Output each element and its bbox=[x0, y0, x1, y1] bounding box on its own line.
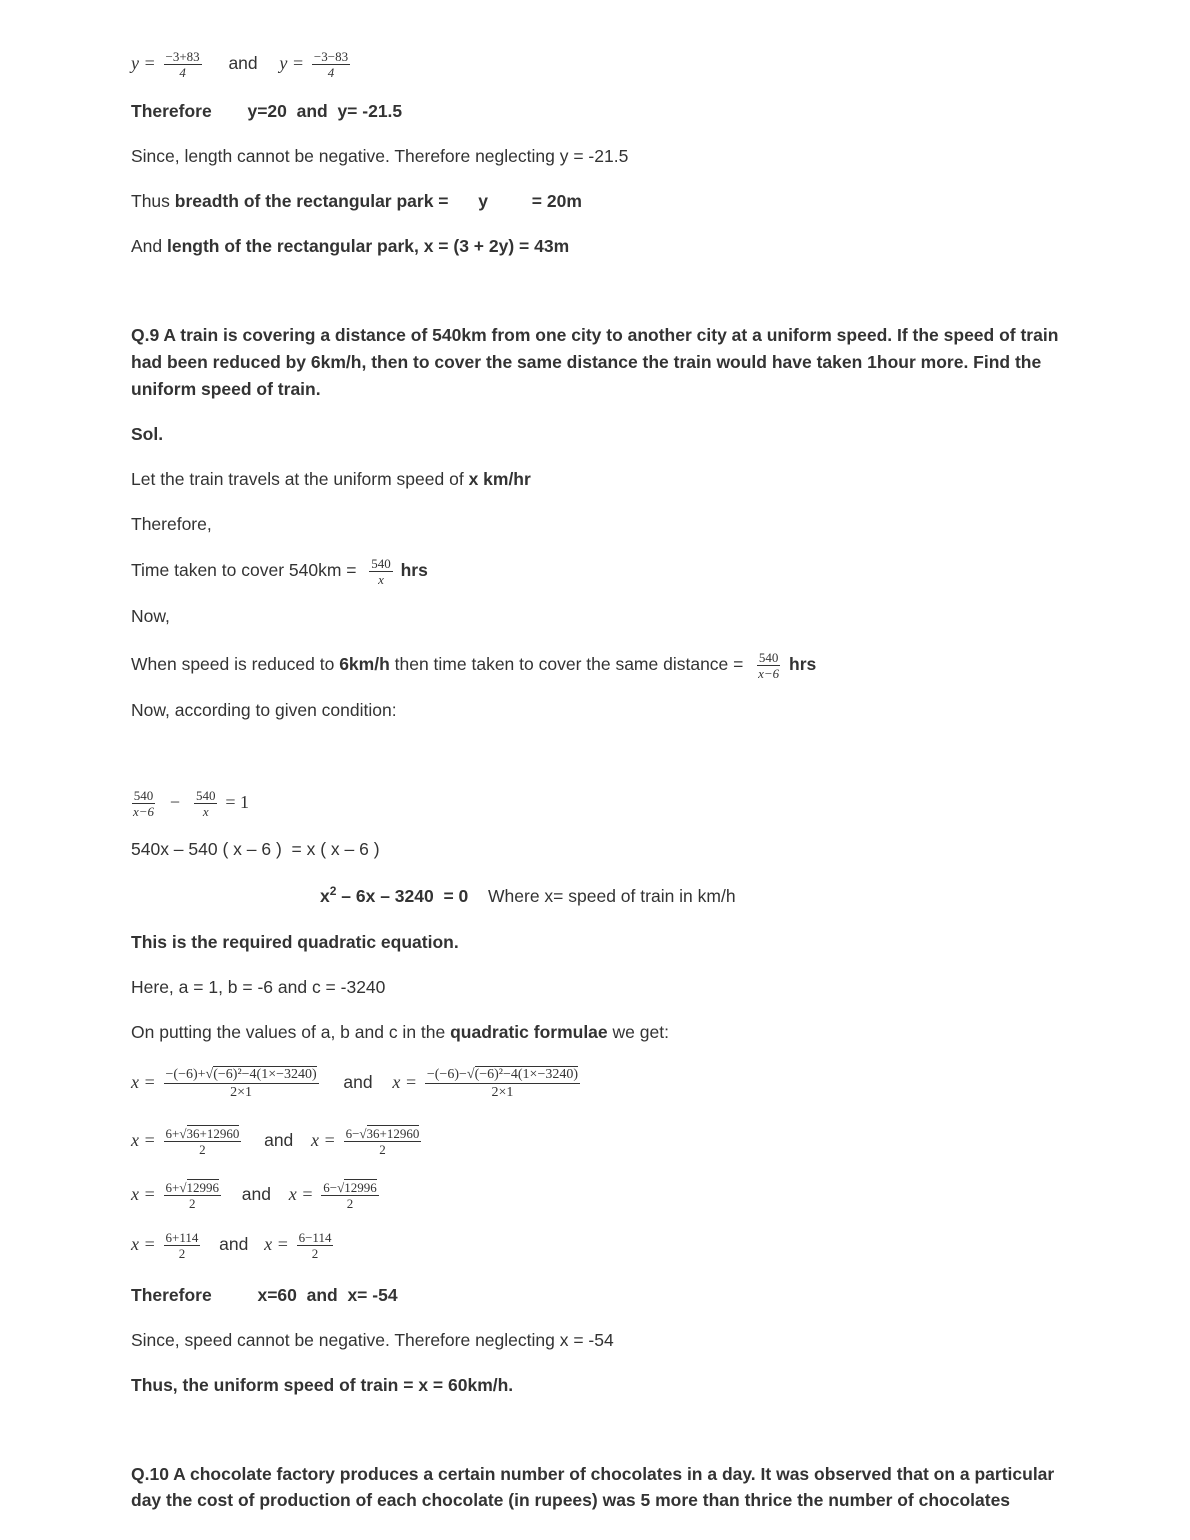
breadth-line: Thus breadth of the rectangular park = y = 20m bbox=[131, 191, 582, 211]
reduced-speed-line: When speed is reduced to 6km/h then time taken to cover the same distance = $\frac{540}{x-6}$ hrs bbox=[131, 650, 817, 681]
speed-answer-line: Thus, the uniform speed of train = x = 60km/h. bbox=[131, 1375, 514, 1395]
q10-question: Q.10 A chocolate factory produces a certain number of chocolates in a day. It was observed that on a particular bbox=[131, 1464, 1055, 1484]
y-label: y = bbox=[131, 53, 156, 74]
length-line: And length of the rectangular park, x = (3 + 2y) = 43m bbox=[131, 236, 570, 256]
formula-line-4: x = $\frac{6+114}{2}$ and x = $\frac{6-114}{2}$ bbox=[131, 1230, 332, 1261]
fraction-y1: $\frac{-3+83}{4}$ bbox=[165, 49, 200, 80]
let-line: Let the train travels at the uniform speed of x km/hr bbox=[131, 469, 531, 489]
fraction-540-over-x: $\frac{540}{x}$ bbox=[371, 556, 391, 587]
q10-question-cut-line: day the cost of production of each chocolate (in rupees) was 5 more than thrice the number of chocolates bbox=[131, 1490, 1011, 1510]
coefficients-line: Here, a = 1, b = -6 and c = -3240 bbox=[131, 977, 386, 997]
breadth-y: y bbox=[478, 191, 489, 211]
formula-line-3: x = $\frac{6+√12996}{2}$ and x = $\frac{6-√12996}{2}$ bbox=[131, 1180, 377, 1211]
now-line: Now, bbox=[131, 606, 170, 626]
x-result-line: Therefore x=60 and x= -54 bbox=[131, 1285, 398, 1305]
condition-equation: $\frac{540}{x-6}$ − $\frac{540}{x}$ = 1 bbox=[133, 788, 249, 819]
required-line: This is the required quadratic equation. bbox=[131, 932, 459, 952]
therefore-line: Therefore, bbox=[131, 514, 212, 534]
formula-line-1: x = $\frac{\text{−(−6)+√(−6)²−4(1×−3240)}}{2\times 1}$ and x = $\frac{\text{−(−6)−√(−6)²−4(1×−3240)}}{2\times 1}$ bbox=[131, 1067, 579, 1100]
formula-line-2: x = $\frac{6+√36+12960}{2}$ and x = $\frac{6-√36+12960}{2}$ bbox=[131, 1126, 420, 1157]
breadth-value: = 20m bbox=[531, 191, 582, 211]
according-line: Now, according to given condition: bbox=[131, 700, 397, 720]
expanded-equation: 540x – 540 ( x – 6 ) = x ( x – 6 ) bbox=[131, 839, 380, 859]
time-taken-line: Time taken to cover 540km = $\frac{540}{x}$ hrs bbox=[131, 556, 428, 587]
since-y-line: Since, length cannot be negative. Therefore neglecting y = -21.5 bbox=[131, 146, 629, 166]
breadth-text: breadth of the rectangular park = bbox=[174, 191, 449, 211]
length-text: length of the rectangular park, x = (3 + 2y) = 43m bbox=[167, 236, 570, 256]
putting-line: On putting the values of a, b and c in the quadratic formulae we get: bbox=[131, 1022, 669, 1042]
y-result-line bbox=[131, 100, 402, 122]
y-result: y=20 and y= -21.5 bbox=[247, 101, 403, 121]
q9-question: Q.9 A train is covering a distance of 540km from one city to another city at a uniform speed. If the speed of train had been reduced by 6km/h, then to cover the same distance the train would have taken 1hour more. Find the uniform speed of train. bbox=[131, 325, 1059, 399]
y-solutions-line bbox=[131, 50, 353, 79]
fraction-y2: $\frac{-3-83}{4}$ bbox=[313, 49, 349, 80]
therefore-label: Therefore bbox=[131, 101, 212, 121]
quadratic-equation-line: $x^2 - 6x - 3240 = 0$ Where x= speed of train in km/h bbox=[320, 884, 736, 906]
and-text: and bbox=[228, 53, 258, 74]
since-x-line: Since, speed cannot be negative. Therefore neglecting x = -54 bbox=[131, 1330, 614, 1350]
fraction-540-over-x-6: $\frac{540}{x-6}$ bbox=[758, 650, 780, 681]
y-label-2: y = bbox=[279, 53, 305, 74]
sol-label: Sol. bbox=[131, 424, 164, 444]
